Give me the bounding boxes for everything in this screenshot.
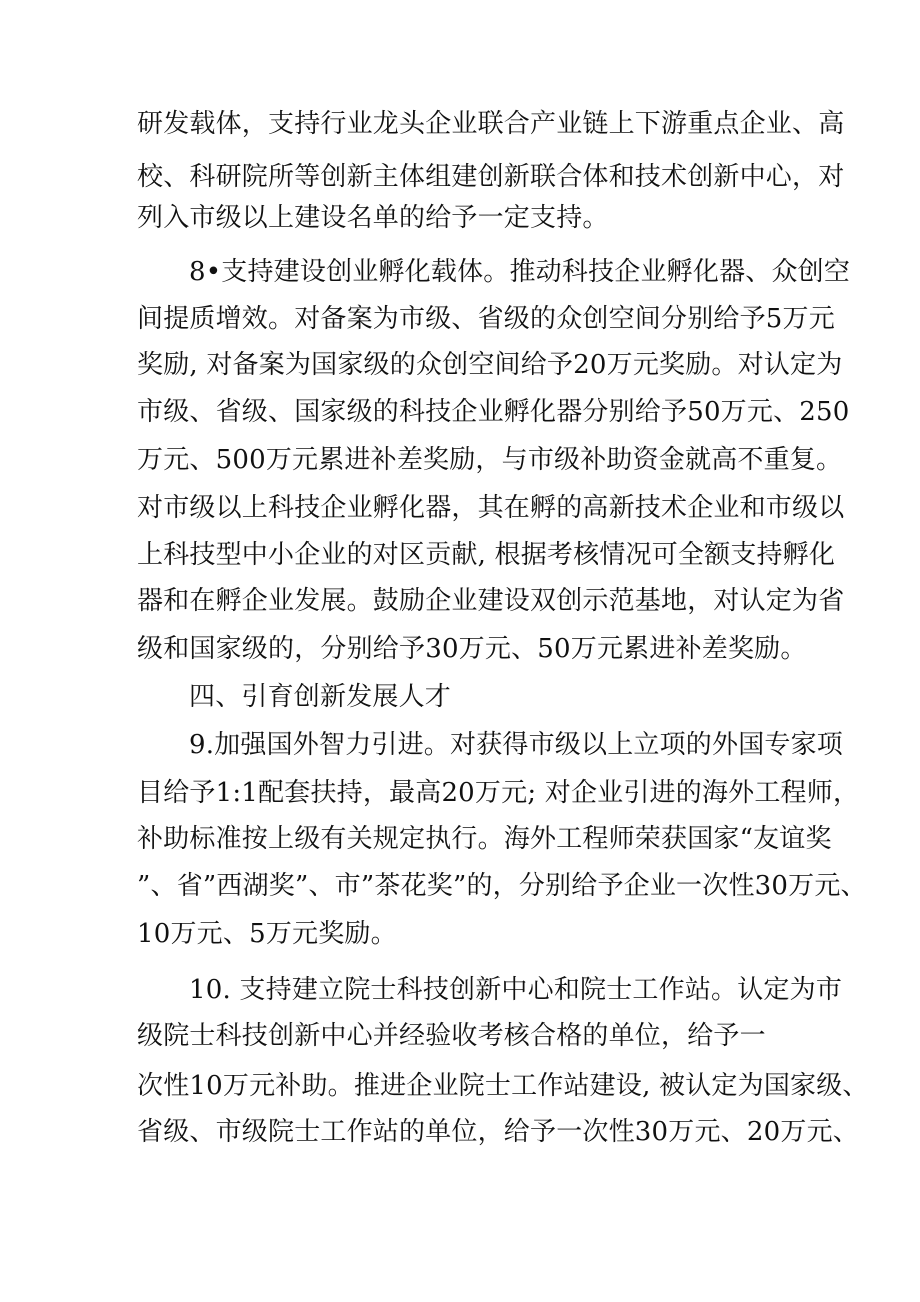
text-line: 间提质增效。对备案为市级、省级的众创空间分别给予5万元 <box>137 304 835 334</box>
text-line: 对市级以上科技企业孵化器，其在孵的高新技术企业和市级以 <box>137 493 845 523</box>
text-line: 省级、市级院士工作站的单位，给予一次性30万元、20万元、 <box>137 1117 859 1147</box>
section-heading: 四、引育创新发展人才 <box>189 682 452 712</box>
text-line: 10万元、5万元奖励。 <box>137 919 397 949</box>
text-line: ”、省”西湖奖”、市”茶花奖”的，分别给予企业一次性30万元、 <box>137 871 867 901</box>
text-line: 万元、500万元累进补差奖励，与市级补助资金就高不重复。 <box>137 445 843 475</box>
text-line: 上科技型中小企业的对区贡献, 根据考核情况可全额支持孵化 <box>137 540 836 570</box>
text-line: 次性10万元补助。推进企业院士工作站建设, 被认定为国家级、 <box>137 1071 869 1101</box>
text-line: 列入市级以上建设名单的给予一定支持。 <box>137 203 609 233</box>
text-line: 研发载体，支持行业龙头企业联合产业链上下游重点企业、高 <box>137 109 845 139</box>
text-line: 8•支持建设创业孵化载体。推动科技企业孵化器、众创空 <box>189 257 851 287</box>
text-line: 级院士科技创新中心并经验收考核合格的单位，给予一 <box>137 1021 766 1051</box>
text-line: 奖励, 对备案为国家级的众创空间给予20万元奖励。对认定为 <box>137 350 843 380</box>
text-line: 器和在孵企业发展。鼓励企业建设双创示范基地，对认定为省 <box>137 586 845 616</box>
text-line: 市级、省级、国家级的科技企业孵化器分别给予50万元、250 <box>137 397 850 427</box>
text-line: 目给予1:1配套扶持，最高20万元; 对企业引进的海外工程师， <box>137 778 860 808</box>
text-line: 9.加强国外智力引进。对获得市级以上立项的外国专家项 <box>189 730 844 760</box>
text-line: 级和国家级的，分别给予30万元、50万元累进补差奖励。 <box>137 634 807 664</box>
text-line: 补助标准按上级有关规定执行。海外工程师荣获国家“友谊奖 <box>137 824 832 854</box>
text-line: 校、科研院所等创新主体组建创新联合体和技术创新中心，对 <box>137 162 845 192</box>
text-line: 10. 支持建立院士科技创新中心和院士工作站。认定为市 <box>189 975 843 1005</box>
